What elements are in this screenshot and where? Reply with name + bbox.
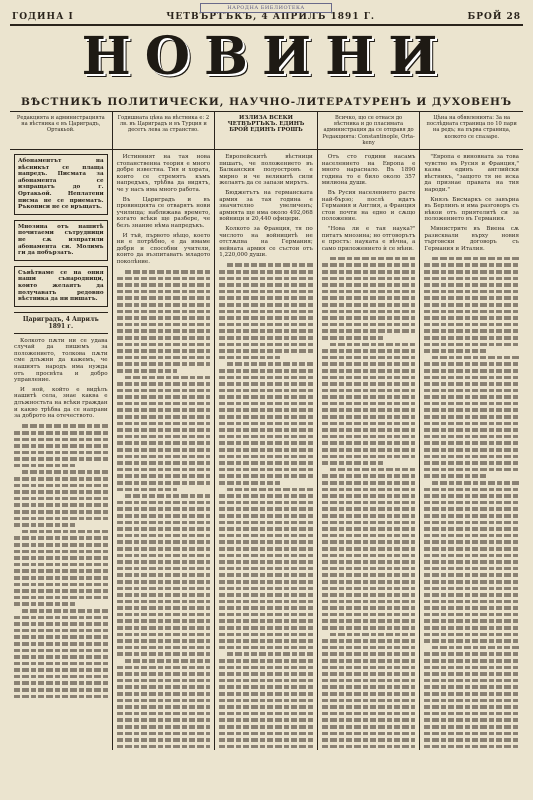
text-block	[219, 262, 313, 750]
year-label: ГОДИНА I	[12, 12, 74, 22]
notice-office: Редакцията и администрацията на вѣстника е въ Цариградъ, Ортакьой.	[10, 112, 113, 149]
article-paragraph: Колкото пѫти ни се удава случай да пишемъ за положението, толкова пѫти сме длъжни да кажемъ, че нашиятъ народъ има нужда отъ просвѣта и добро управление.	[14, 337, 108, 384]
article-paragraph: Отъ сто години насамъ населението на Европа е много нараснало. Въ 1890 година то е било около 357 милиона души.	[321, 154, 416, 187]
dateline: Цариградъ, 4 Априлъ 1891 г.	[14, 312, 108, 334]
column-3	[215, 150, 318, 750]
library-stamp: НАРОДНА БИБЛИОТЕКА	[200, 3, 332, 13]
article-paragraph: Истинният на тая нова стопанственна теория е много добре известна. Тия и хората, които се стремятъ къмъ напредъкъ, трѣбва да видятъ, че у насъ има много работа.	[116, 154, 211, 193]
article-paragraph: И ной, който е видѣлъ нашитѣ села, знае каква е длъжностьта на всѣки граждан и какво трѣбва да се направи за доброто на отечеството.	[14, 386, 108, 420]
article-paragraph: Въ Цариградъ и въ провинцията се отварятъ нови училища; наближава времето, когато всѣки ще разбере, че безъ знание нѣма напредъкъ.	[116, 196, 211, 229]
column-5	[420, 150, 523, 750]
column-4	[318, 150, 421, 750]
notice-correspondence: Всичко, що се отнася до вѣстника и до пласимата администрация да се отправя до Редакцията: Constantinople, Orta-keny	[318, 112, 421, 149]
article-paragraph: Колкото за Франция, тя по числото на войницитѣ не отстѫпва на Германия; нейната армия се състои отъ 1,220,000 души.	[219, 225, 313, 259]
issue-label: БРОЙ 28	[467, 12, 521, 22]
column-2	[113, 150, 216, 750]
article-paragraph: И тъй, първото нѣщо, което ни е потрѣбно, е да имаме добри и способни учители, които да възпитаватъ младото поколѣние.	[116, 232, 211, 265]
text-block	[117, 269, 211, 751]
article-paragraph: Европейскитѣ вѣстници пишатъ, че положението въ Балканския полуостровъ е мирно и че великитѣ сили желаятъ да се запази мирътъ.	[219, 154, 313, 187]
column-1	[10, 150, 113, 750]
readers-notice: Съвѣтваме се на ония наши сънародници, които желаятъ да получаватъ редовно вѣстника да ни пишатъ.	[14, 266, 108, 307]
notices-row	[10, 112, 523, 150]
contributors-notice: Мнозина отъ нашитѣ почитаеми сътрудници не сѫ изпратили абонамента си. Молимъ ги да побързатъ.	[14, 220, 108, 261]
newspaper-title: НОВИНИ	[81, 26, 452, 87]
article-columns	[10, 150, 523, 750]
notice-advert-price: Цѣна на обявленията: За на послѣдната страница по 10 пари на редъ; на първа страница, колкото се спазаре.	[426, 115, 517, 140]
notice-frequency: ИЗЛИЗА ВСЕКИ ЧЕТВЪРТЪКЪ. ЕДИНЪ БРОЙ ЕДИНЪ ГРОШЪ	[215, 112, 318, 149]
article-paragraph: Въ Русия населението расте най-бързо; послѣ идатъ Германия и Англия, а Франция стои почти на едно и сѫщо положение.	[321, 189, 416, 223]
article-paragraph: Бюджетътъ на германската армия за тая година е значително увеличенъ; армията ще има около 492,068 войници и 20,440 офицери.	[219, 189, 313, 223]
text-block	[14, 423, 108, 700]
text-block	[424, 255, 519, 750]
newspaper-subtitle: ВѢСТНИКЪ ПОЛИТИЧЕСКИ, НАУЧНО-ЛИТЕРАТУРЕНЪ И ДУХОВЕНЪ	[10, 94, 523, 112]
subscription-notice: Абонаментът на вѣсникът се плаща напредъ. Писмата за абонамента се изпращатъ до г. Ортакьой. Неплатени писма не се приематъ. Ръкописи не се връщатъ.	[14, 154, 108, 215]
masthead-title-block	[10, 26, 523, 94]
article-paragraph: "Европа е виновната за това чувство въ Русия и Франция," казва единъ английски вѣстникъ, "защото тя не иска да признае правата на тия народи."	[424, 154, 519, 193]
article-paragraph: "Нова ли е тая наука?" питатъ мнозина; но отговорътъ е простъ: науката е вѣчна, а само приложението ѝ се мѣни.	[321, 225, 416, 252]
notice-price: Годишната цѣна на вѣстника е: 2 лв. въ Цариградъ и въ Турция и десетъ лева за странство.	[113, 112, 216, 149]
article-paragraph: Князъ Бисмаркъ се завърна въ Берлинъ и има разговоръ съ нѣкои отъ приятелитѣ си за положението въ Германия.	[424, 196, 519, 223]
text-block	[322, 255, 416, 750]
article-paragraph: Министрите въ Виена сѫ разисквали върху новия търговски договоръ съ Германия и Италия.	[424, 225, 519, 252]
date-label: ЧЕТВЪРТЪКЪ, 4 АПРИЛЪ 1891 Г.	[166, 12, 376, 22]
